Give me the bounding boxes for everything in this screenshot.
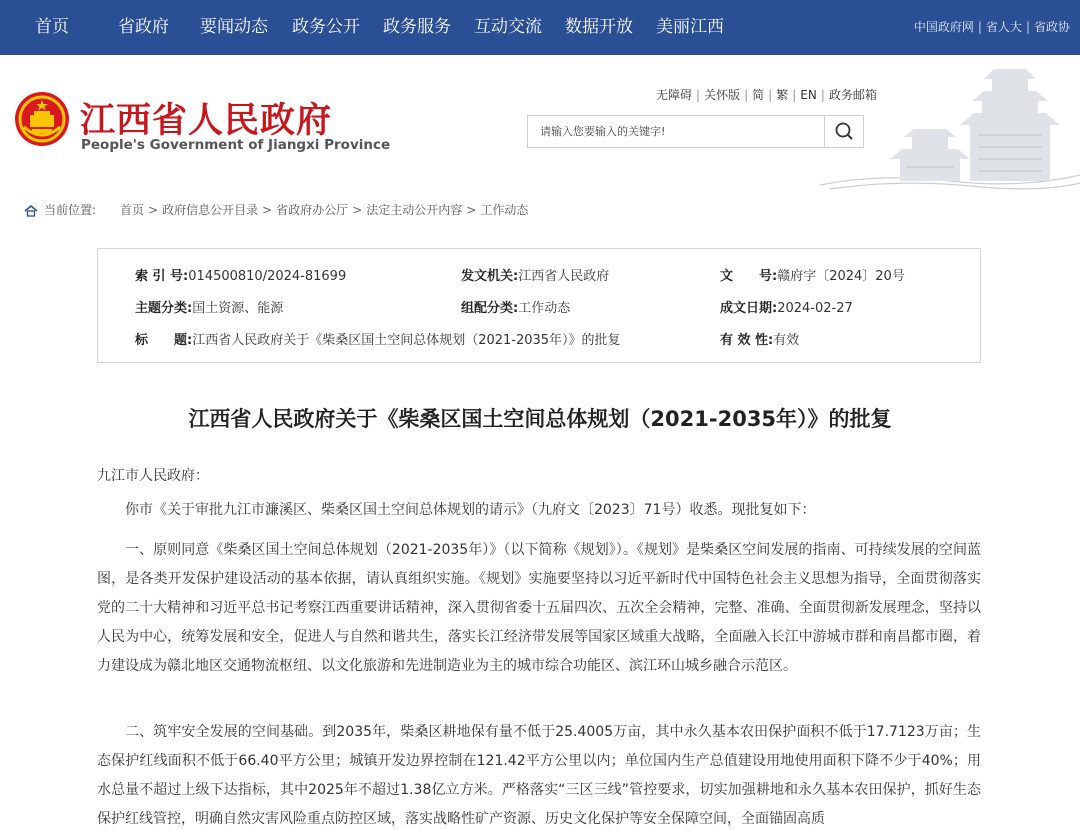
- home-icon: [24, 204, 38, 218]
- top-nav: [0, 0, 1080, 55]
- nav-item-interaction[interactable]: 互动交流: [474, 17, 542, 37]
- meta-date: [720, 297, 853, 316]
- site-subtitle: People's Government of Jiangxi Province: [81, 137, 391, 153]
- article-paragraph-text: 你市《关于审批九江市濂溪区、柴桑区国土空间总体规划的请示》（九府文〔2023〕71号）收悉。现批复如下：: [125, 502, 816, 518]
- link-gov-email[interactable]: 政务邮箱: [828, 88, 877, 102]
- separator: |: [977, 20, 982, 34]
- site-header: [0, 55, 1080, 193]
- national-emblem-icon: [14, 91, 70, 147]
- nav-item-news[interactable]: 要闻动态: [200, 17, 268, 37]
- separator: |: [1025, 20, 1030, 34]
- meta-issuer-label: 发文机关:: [461, 269, 519, 284]
- link-simplified[interactable]: 简: [752, 88, 765, 102]
- meta-validity: [720, 329, 799, 348]
- meta-category-value: 工作动态: [518, 301, 571, 316]
- meta-topic-label: 主题分类:: [135, 301, 193, 316]
- separator: |: [696, 88, 701, 102]
- nav-item-beautiful-jiangxi[interactable]: 美丽江西: [656, 17, 724, 37]
- meta-category: [461, 297, 570, 316]
- meta-docno-label: 文 号:: [720, 269, 778, 284]
- link-care-version[interactable]: 关怀版: [704, 88, 741, 102]
- meta-title: [135, 329, 621, 348]
- meta-validity-value: 有效: [773, 333, 800, 348]
- article-paragraph: [97, 718, 981, 830]
- link-english[interactable]: EN: [800, 88, 817, 102]
- breadcrumb-home[interactable]: 首页: [120, 203, 145, 217]
- meta-title-label: 标 题:: [135, 333, 193, 348]
- meta-date-label: 成文日期:: [720, 301, 778, 316]
- nav-item-gov-affairs-open[interactable]: 政务公开: [292, 17, 360, 37]
- article-paragraph: [97, 496, 981, 525]
- search-box: [527, 115, 864, 148]
- nav-item-home[interactable]: 首页: [35, 17, 69, 37]
- meta-topic-value: 国土资源、能源: [192, 301, 284, 316]
- breadcrumb-work-news[interactable]: 工作动态: [480, 203, 529, 217]
- link-traditional[interactable]: 繁: [776, 88, 789, 102]
- breadcrumb-separator: >: [352, 203, 363, 217]
- breadcrumb-separator: >: [148, 203, 159, 217]
- search-input[interactable]: [528, 116, 825, 147]
- site-title: 江西省人民政府: [80, 100, 333, 141]
- breadcrumb-separator: >: [262, 203, 273, 217]
- separator: |: [744, 88, 749, 102]
- breadcrumb-general-office[interactable]: 省政府办公厅: [276, 203, 349, 217]
- meta-docno-value: 赣府字〔2024〕20号: [777, 269, 905, 284]
- link-provincial-congress[interactable]: 省人大: [985, 20, 1022, 34]
- meta-title-value: 江西省人民政府关于《柴桑区国土空间总体规划（2021-2035年）》的批复: [192, 333, 621, 348]
- article-salutation: 九江市人民政府：: [97, 468, 209, 484]
- breadcrumb-statutory-content[interactable]: 法定主动公开内容: [366, 203, 463, 217]
- link-cppcc[interactable]: 省政协: [1033, 20, 1070, 34]
- separator: |: [820, 88, 825, 102]
- meta-docno: [720, 265, 905, 284]
- separator: |: [768, 88, 773, 102]
- meta-index-value: 014500810/2024-81699: [188, 269, 347, 284]
- meta-topic: [135, 297, 283, 316]
- meta-index-label: 索 引 号:: [135, 269, 189, 284]
- link-accessibility[interactable]: 无障碍: [656, 88, 693, 102]
- article-title: 江西省人民政府关于《柴桑区国土空间总体规划（2021-2035年）》的批复: [188, 407, 892, 431]
- tengwang-pavilion-illustration: [820, 55, 1080, 193]
- breadcrumb: [24, 200, 528, 220]
- document-meta-table: [97, 248, 981, 363]
- breadcrumb-label: 当前位置:: [44, 203, 97, 217]
- external-links: [914, 0, 1070, 55]
- meta-category-label: 组配分类:: [461, 301, 519, 316]
- article-paragraph: [97, 536, 981, 681]
- breadcrumb-info-catalog[interactable]: 政府信息公开目录: [162, 203, 259, 217]
- nav-item-provincial-gov[interactable]: 省政府: [118, 17, 169, 37]
- meta-validity-label: 有 效 性:: [720, 333, 774, 348]
- breadcrumb-separator: >: [466, 203, 477, 217]
- meta-index: [135, 265, 346, 284]
- article-paragraph-text: 一、原则同意《柴桑区国土空间总体规划（2021-2035年）》（以下简称《规划》）。《规划》是柴桑区空间发展的指南、可持续发展的空间蓝图，是各类开发保护建设活动的基本依据，请认真组织实施。《规划》实施要坚持以习近平新时代中国特色社会主义思想为指导，全面贯彻落实党的二十大精神和习近平总书记考察江西重要讲话精神，深入贯彻省委十五届四次、五次全会精神，完整、准确、全面贯彻新发展理念，坚持以人民为中心，统筹发展和安全，促进人与自然和谐共生，落实长江经济带发展等国家区域重大战略，全面融入长江中游城市群和南昌都市圈，着力建设成为赣北地区交通物流枢纽、以文化旅游和先进制造业为主的城市综合功能区、滨江环山城乡融合示范区。: [97, 542, 981, 674]
- meta-issuer-value: 江西省人民政府: [518, 269, 610, 284]
- meta-issuer: [461, 265, 609, 284]
- separator: |: [792, 88, 797, 102]
- article-paragraph-text: 二、筑牢安全发展的空间基础。到2035年，柴桑区耕地保有量不低于25.4005万亩，其中永久基本农田保护面积不低于17.7123万亩；生态保护红线面积不低于66.40平方公里；城镇开发边界控制在121.42平方公里以内；单位国内生产总值建设用地使用面积下降不少于40%；用水总量不超过上级下达指标，其中2025年不超过1.38亿立方米。严格落实“三区三线”管控要求，切实加强耕地和永久基本农田保护，抓好生态保护红线管控，明确自然灾害风险重点防控区域，落实战略性矿产资源、历史文化保护等安全保障空间，全面锚固高质: [97, 724, 981, 827]
- nav-item-gov-services[interactable]: 政务服务: [383, 17, 451, 37]
- meta-date-value: 2024-02-27: [777, 301, 853, 316]
- nav-item-open-data[interactable]: 数据开放: [565, 17, 633, 37]
- link-china-gov[interactable]: 中国政府网: [913, 20, 974, 34]
